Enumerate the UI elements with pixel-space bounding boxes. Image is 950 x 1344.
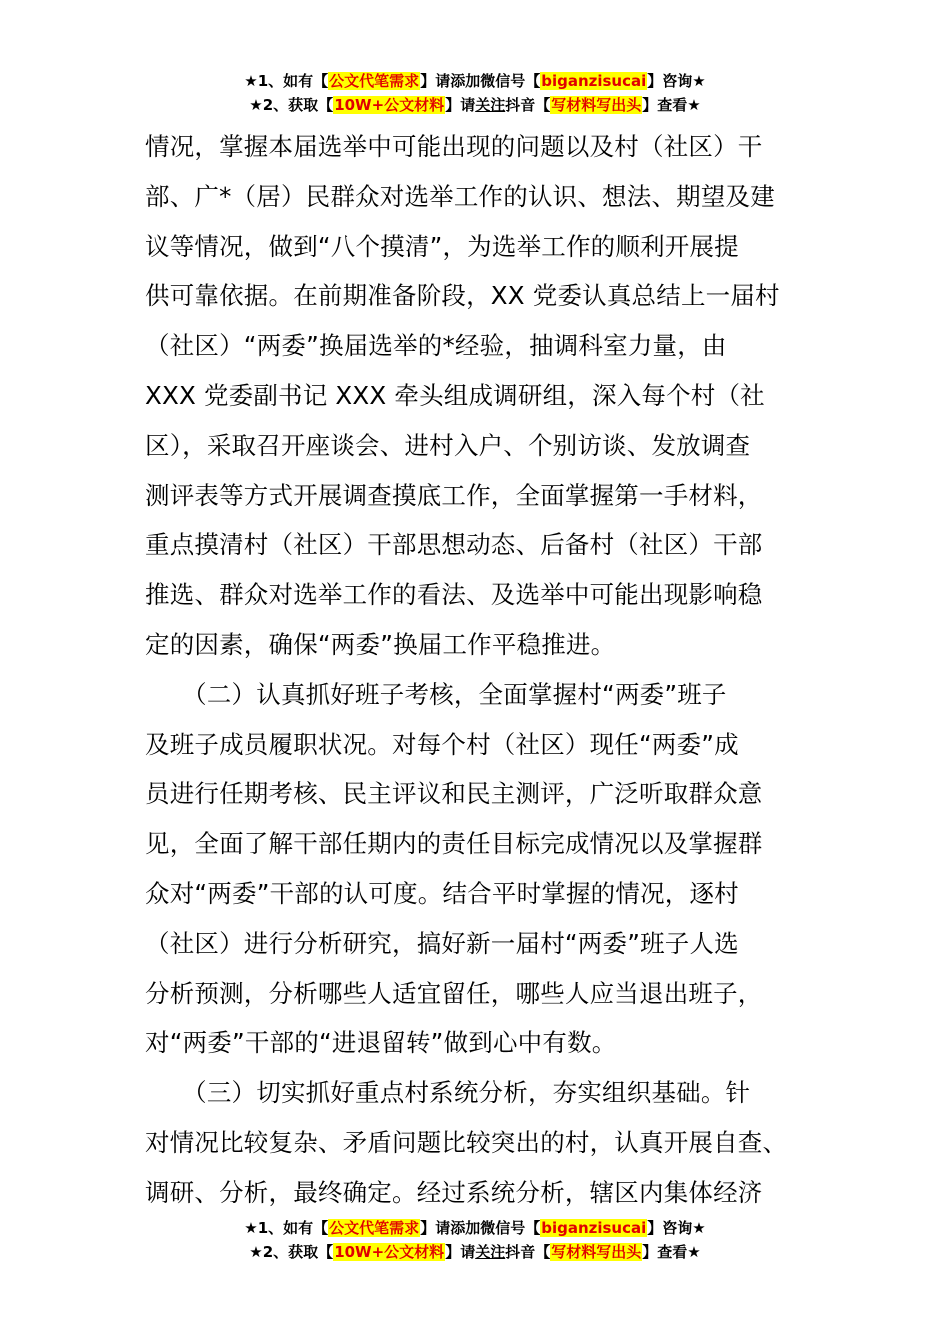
banner-line-1: [0, 69, 950, 93]
document-body: [145, 122, 805, 1218]
banner-text: 抖音【: [505, 1243, 551, 1261]
banner-highlight: 公文代笔需求: [329, 72, 420, 90]
body-line: 定的因素，确保“两委”换届工作平稳推进。: [145, 629, 616, 659]
header-banner: [0, 69, 950, 117]
banner-line-1: [0, 1216, 950, 1240]
body-line: 众对“两委”干部的认可度。结合平时掌握的情况，逐村: [145, 878, 739, 908]
banner-highlight: 写材料写出头: [551, 96, 642, 114]
body-line: 区），采取召开座谈会、进村入户、个别访谈、发放调查: [145, 430, 751, 460]
banner-text: 】咨询★: [647, 1219, 706, 1237]
body-line: 测评表等方式开展调查摸底工作，全面掌握第一手材料，: [145, 480, 763, 510]
banner-text: 】请添加微信号【: [420, 72, 541, 90]
body-line: 对情况比较复杂、矛盾问题比较突出的村，认真开展自查、: [145, 1127, 788, 1157]
banner-wechat-id: biganzisucai: [541, 1219, 647, 1237]
body-line: 推选、群众对选举工作的看法、及选举中可能出现影响稳: [145, 580, 763, 610]
banner-line-2: [0, 93, 950, 117]
body-line: （三）切实抓好重点村系统分析，夯实组织基础。针: [145, 1078, 751, 1108]
body-line: 员进行任期考核、民主评议和民主测评，广泛听取群众意: [145, 779, 763, 809]
body-line: 调研、分析，最终确定。经过系统分析，辖区内集体经济: [145, 1177, 763, 1207]
body-line: （社区）“两委”换届选举的*经验，抽调科室力量，由: [145, 331, 727, 361]
banner-line-2: [0, 1240, 950, 1264]
banner-highlight: 10W+公文材料: [334, 96, 445, 114]
banner-text: 】咨询★: [647, 72, 706, 90]
body-line: 部、广*（居）民群众对选举工作的认识、想法、期望及建: [145, 181, 775, 211]
body-line: 及班子成员履职状况。对每个村（社区）现任“两委”成: [145, 729, 739, 759]
body-line: 议等情况，做到“八个摸清”，为选举工作的顺利开展提: [145, 231, 739, 261]
banner-text: ★1、如有【: [244, 1219, 329, 1237]
banner-text: 】请: [445, 96, 476, 114]
banner-wechat-id: biganzisucai: [541, 72, 647, 90]
banner-text: ★2、获取【: [249, 1243, 334, 1261]
banner-text: 】查看★: [642, 1243, 701, 1261]
banner-highlight: 写材料写出头: [551, 1243, 642, 1261]
body-line: （社区）进行分析研究，搞好新一届村“两委”班子人选: [145, 928, 739, 958]
banner-text: 】请添加微信号【: [420, 1219, 541, 1237]
banner-text: 】请: [445, 1243, 476, 1261]
body-line: 情况，掌握本届选举中可能出现的问题以及村（社区）干: [145, 132, 763, 161]
banner-text: ★2、获取【: [249, 96, 334, 114]
body-line: XXX 党委副书记 XXX 牵头组成调研组，深入每个村（社: [145, 380, 765, 410]
banner-text: 】查看★: [642, 96, 701, 114]
banner-highlight: 公文代笔需求: [329, 1219, 420, 1237]
body-line: 供可靠依据。在前期准备阶段，XX 党委认真总结上一届村: [145, 281, 780, 311]
banner-underline: 关注: [475, 1243, 506, 1261]
banner-underline: 关注: [475, 96, 506, 114]
body-line: 见，全面了解干部任期内的责任目标完成情况以及掌握群: [145, 829, 763, 859]
banner-highlight: 10W+公文材料: [334, 1243, 445, 1261]
footer-banner: [0, 1216, 950, 1264]
body-line: 重点摸清村（社区）干部思想动态、后备村（社区）干部: [145, 530, 763, 560]
banner-text: 抖音【: [505, 96, 551, 114]
banner-text: ★1、如有【: [244, 72, 329, 90]
body-line: 分析预测，分析哪些人适宜留任，哪些人应当退出班子，: [145, 978, 763, 1008]
body-line: 对“两委”干部的“进退留转”做到心中有数。: [145, 1028, 617, 1058]
body-line: （二）认真抓好班子考核，全面掌握村“两委”班子: [145, 679, 727, 709]
